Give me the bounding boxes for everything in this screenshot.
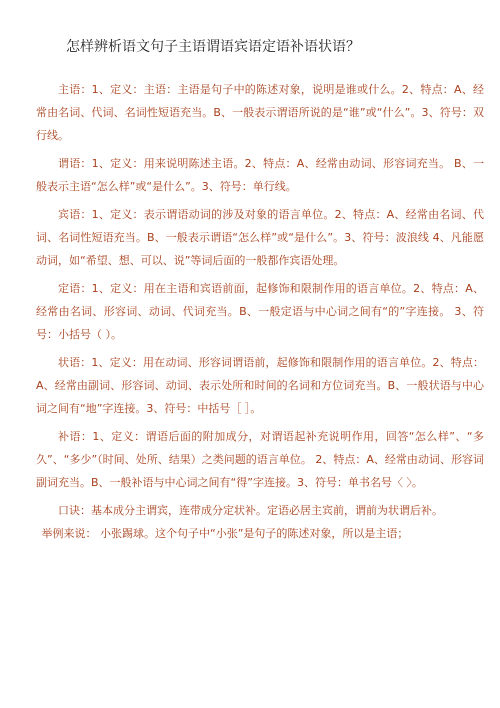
paragraph-subject: 主语：1、定义：主语：主语是句子中的陈述对象，说明是谁或什么。2、特点：A、经常由名词、代词、名词性短语充当。B、一般表示谓语所说的是“谁”或“什么”。3、符号：双行线。 [36,83,484,142]
paragraph-adverbial: 状语：1、定义：用在动词、形容词谓语前，起修饰和限制作用的语言单位。2、特点：A、经常由副词、形容词、动词、表示处所和时间的名词和方位词充当。B、一般状语与中心词之间有“地”字连接。3、符号：中括号［ ］。 [36,356,484,415]
paragraph-object: 宾语：1、定义：表示谓语动词的涉及对象的语言单位。2、特点：A、经常由名词、代词、名词性短语充当。B、一般表示谓语“怎么样”或“是什么”。3、符号：波浪线 4、凡能愿动词，如“希望、想、可以、说”等词后面的一般都作宾语处理。 [36,208,484,267]
paragraph-predicate: 谓语：1、定义：用来说明陈述主语。2、特点：A、经常由动词、形容词充当。 B、一般表示主语“怎么样”或“是什么”。3、符号：单行线。 [36,157,484,193]
document-title: 怎样辨析语文句子主语谓语宾语定语补语状语？ [66,39,360,55]
document-body [36,78,484,545]
paragraph-mnemonic: 口诀：基本成分主谓宾，连带成分定状补。定语必居主宾前，谓前为状谓后补。 [58,504,443,517]
paragraph-complement: 补语：1、定义：谓语后面的附加成分，对谓语起补充说明作用，回答“怎么样”、“多久”、“多少”（时间、处所、结果）之类问题的语言单位。 2、特点：A、经常由动词、形容词副词充当。B、一般补语与中心词之间有“得”字连接。3、符号：单书名号〈 〉。 [36,430,484,489]
paragraph-attributive: 定语：1、定义：用在主语和宾语前面，起修饰和限制作用的语言单位。2、特点：A、经常由名词、形容词、动词、代词充当。B、一般定语与中心词之间有“的”字连接。 3、符号：小括号（ ）。 [36,282,484,341]
paragraph-example: 举例来说： 小张踢球。这个句子中“小张”是句子的陈述对象，所以是主语； [41,527,409,540]
